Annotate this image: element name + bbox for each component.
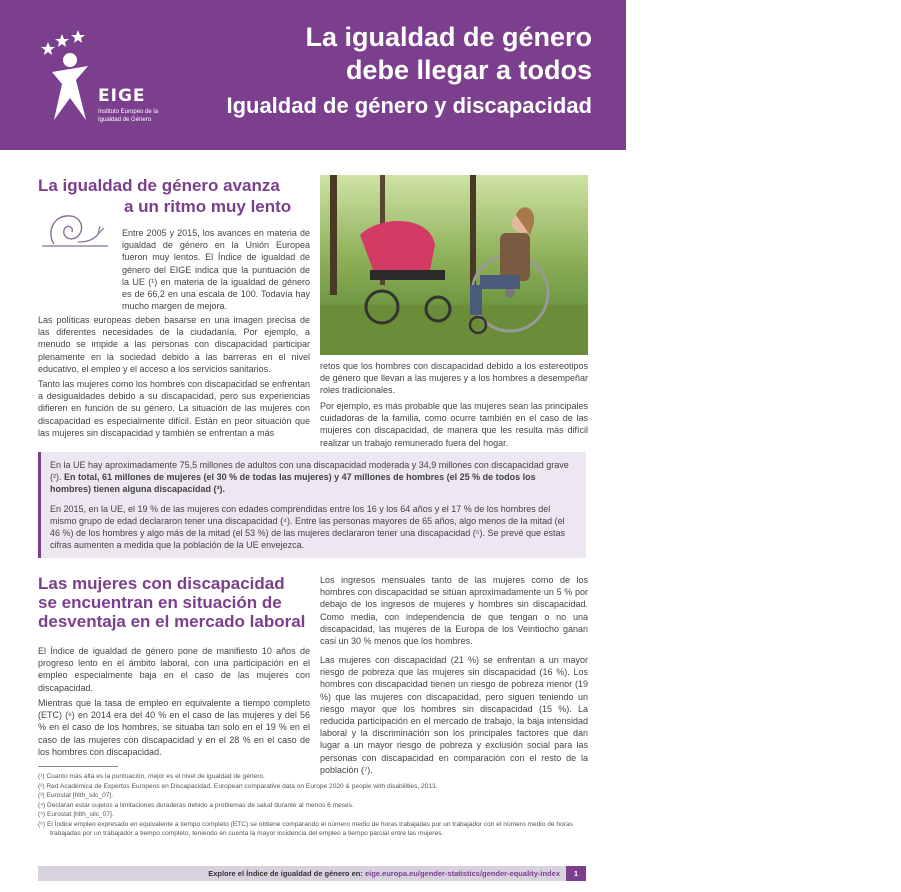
page-header	[0, 0, 626, 150]
footnote: (¹) Cuanto más alta es la puntuación, mejor es el nivel de igualdad de género.	[38, 773, 265, 780]
page-number: 1	[566, 866, 586, 881]
footnote: (²) Red Académica de Expertos Europeos en Discapacidad, European comparative data on Europe 2020 & people with disabilities, 2013.	[38, 782, 438, 790]
section1-paragraph: retos que los hombres con discapacidad debido a los estereotipos de género que llevan a las mujeres y a los hombres a desempeñar roles tradicionales.	[320, 361, 588, 396]
statistics-box	[38, 452, 586, 558]
section1-intro: Entre 2005 y 2015, los avances en materia de igualdad de género en la Unión Europea fueron muy lentos. El Índice de igualdad de género del EIGE indica que la puntuación de la UE (¹) en materia de la igualdad de género es de 66,2 en una escala de 100. Todavía hay mucho margen de mejora.	[122, 228, 310, 312]
page-footer	[38, 866, 586, 881]
footnote-divider	[38, 766, 118, 767]
snail-icon	[40, 208, 112, 248]
footnote: (⁴) Declaran estar sujetos a limitaciones duraderas debido a problemas de salud durante al menos 6 meses.	[38, 801, 354, 809]
section2-paragraph: El Índice de igualdad de género pone de manifiesto 10 años de progreso lento en el ámbito laboral, con una participación en el empleo especialmente baja en el caso de las mujeres con discapacidad.	[38, 646, 310, 693]
section1-title: La igualdad de género avanza a un ritmo muy lento	[38, 176, 292, 216]
box-paragraph: En 2015, en la UE, el 19 % de las mujeres con edades comprendidas entre los 16 y los 64 años y el 17 % de los hombres del mismo grupo de edad declararon tener una discapacidad (⁴). Entre las personas mayores de 65 años, algo menos de la mitad (el 46 %) de los hombres y algo más de la mitad (el 53 %) de las mujeres declararon tener una discapacidad (⁵). Se prevé que estas cifras aumenten a medida que la población de la UE envejezca.	[50, 503, 565, 551]
logo-name: EIGE	[98, 86, 146, 106]
photo-credit: © lopatuka/Shutterstock.com	[894, 330, 901, 420]
footnote: (⁶) El Índice empleo expresado en equivalente a tiempo completo (ETC) se obtiene comparando el número medio de horas trabajadas por un trabajador con el número medio de horas trabajadas por un trabajador a tiempo completo, teniendo en cuenta la mayor incidencia del empleo a tiempo parcial entre las mujeres.	[38, 820, 573, 837]
page-title-line1: La igualdad de género	[305, 22, 592, 52]
footer-text: Explore el Índice de igualdad de género en:	[208, 869, 363, 878]
footnotes	[38, 772, 586, 839]
footnote: (⁵) Eurostat [hlth_silc_07].	[38, 811, 114, 818]
section2-paragraph: Las mujeres con discapacidad (21 %) se enfrentan a un mayor riesgo de pobreza que las mujeres sin discapacidad (16 %). Los hombres con discapacidad tienen un riesgo de pobreza menor (19 %) que las mujeres con discapacidad, pero siguen teniendo un riesgo mayor que los hombres sin discapacidad (15 %). La reducida participación en el mercado de trabajo, la baja intensidad laboral y la discriminación son los principales factores que dan lugar a un mayor riesgo de pobreza y exclusión social para las personas con discapacidad en comparación con el resto de la población (⁷).	[320, 655, 588, 775]
section2-paragraph: Los ingresos mensuales tanto de las mujeres como de los hombres con discapacidad se sitúan aproximadamente un 5 % por debajo de los ingresos de mujeres y hombres sin discapacidad. Como media, con independencia de que tengan o no una discapacidad, las mujeres de la Europa de los Veintiocho ganan casi un 30 % menos que los hombres.	[320, 575, 588, 647]
footnote: (³) Eurostat [hlth_silc_07].	[38, 792, 114, 799]
section1-paragraph: Por ejemplo, es más probable que las mujeres sean las principales cuidadoras de la familia, como ocurre también en el caso de las mujeres con discapacidad, de manera que les resulta más difícil realizar un trabajo remunerado fuera del hogar.	[320, 401, 588, 448]
footer-link[interactable]: eige.europa.eu/gender-statistics/gender-equality-index	[364, 869, 560, 878]
logo-subtitle: Instituto Europeo de la Igualdad de Género	[98, 109, 159, 123]
section2-title: Las mujeres con discapacidad se encuentran en situación de desventaja en el mercado laboral	[38, 574, 306, 631]
page-title-line2: debe llegar a todos	[345, 55, 592, 85]
box-paragraph: En la UE hay aproximadamente 75,5 millones de adultos con una discapacidad moderada y 34,9 millones con discapacidad grave (²). En total, 61 millones de mujeres (el 30 % de todas las mujeres) y 47 millones de hombres (el 25 % de todos los hombres) tienen alguna discapacidad (³).	[50, 460, 569, 495]
section2-paragraph: Mientras que la tasa de empleo en equivalente a tiempo completo (ETC) (⁶) en 2014 era del 40 % en el caso de las mujeres y del 56 % en el caso de los hombres, se situaba tan solo en el 19 % en el caso de las mujeres con discapacidad y en el 28 % en el caso de los hombres con discapacidad.	[38, 698, 310, 757]
page-subtitle: Igualdad de género y discapacidad	[226, 93, 592, 118]
section1-paragraph: Las políticas europeas deben basarse en una imagen precisa de las diferentes necesidades de la ciudadanía. Por ejemplo, a menudo se impide a las personas con discapacidad participar plenamente en la sociedad debido a las barreras en el nivel educativo, el empleo y el acceso a los servicios sanitarios.	[38, 315, 310, 374]
section1-paragraph: Tanto las mujeres como los hombres con discapacidad se enfrentan a desigualdades debido a su discapacidad, pero sus experiencias difieren en función de su género. La situación de las mujeres con discapacidad es especialmente difícil. Están en peor situación que las mujeres sin discapacidad y también se enfrentan a más	[38, 379, 310, 438]
